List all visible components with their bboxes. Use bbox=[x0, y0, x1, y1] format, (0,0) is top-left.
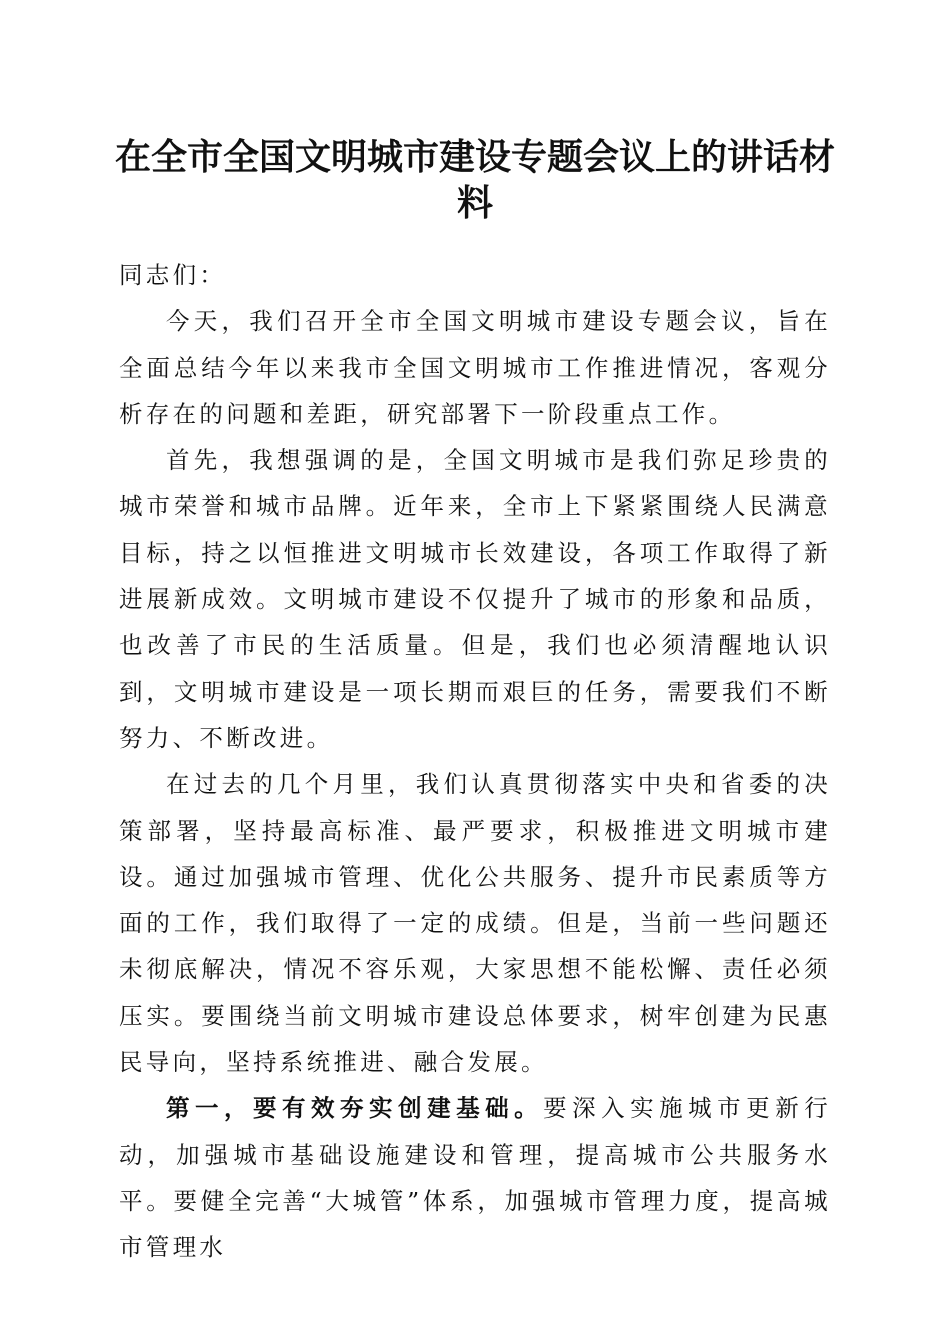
paragraph-2 bbox=[119, 437, 831, 761]
document-title: 在全市全国文明城市建设专题会议上的讲话材料 bbox=[114, 136, 835, 224]
paragraph-text: 要深入实施城市更新行动，加强城市基础设施建设和管理，提高城市公共服务水平。要健全完善“大城管”体系，加强城市管理力度，提高城市管理水 bbox=[119, 1094, 832, 1262]
paragraph-text: 首先，我想强调的是，全国文明城市是我们弥足珍贵的城市荣誉和城市品牌。近年来，全市上下紧紧围绕人民满意目标，持之以恒推进文明城市长效建设，各项工作取得了新进展新成效。文明城市建设不仅提升了城市的形象和品质，也改善了市民的生活质量。但是，我们也必须清醒地认识到，文明城市建设是一项长期而艰巨的任务，需要我们不断努力、不断改进。 bbox=[119, 446, 831, 752]
paragraph-3 bbox=[119, 761, 831, 1085]
salutation: 同志们： bbox=[119, 261, 227, 289]
paragraph-text: 今天，我们召开全市全国文明城市建设专题会议，旨在全面总结今年以来我市全国文明城市工作推进情况，客观分析存在的问题和差距，研究部署下一阶段重点工作。 bbox=[119, 307, 831, 428]
paragraph-4 bbox=[119, 1085, 831, 1270]
emphasis-heading: 第一，要有效夯实创建基础。 bbox=[166, 1094, 544, 1123]
paragraph-1 bbox=[119, 298, 831, 437]
document-body bbox=[119, 252, 831, 1271]
paragraph-text: 在过去的几个月里，我们认真贯彻落实中央和省委的决策部署，坚持最高标准、最严要求，积极推进文明城市建设。通过加强城市管理、优化公共服务、提升市民素质等方面的工作，我们取得了一定的成绩。但是，当前一些问题还未彻底解决，情况不容乐观，大家思想不能松懈、责任必须压实。要围绕当前文明城市建设总体要求，树牢创建为民惠民导向，坚持系统推进、融合发展。 bbox=[119, 770, 831, 1077]
